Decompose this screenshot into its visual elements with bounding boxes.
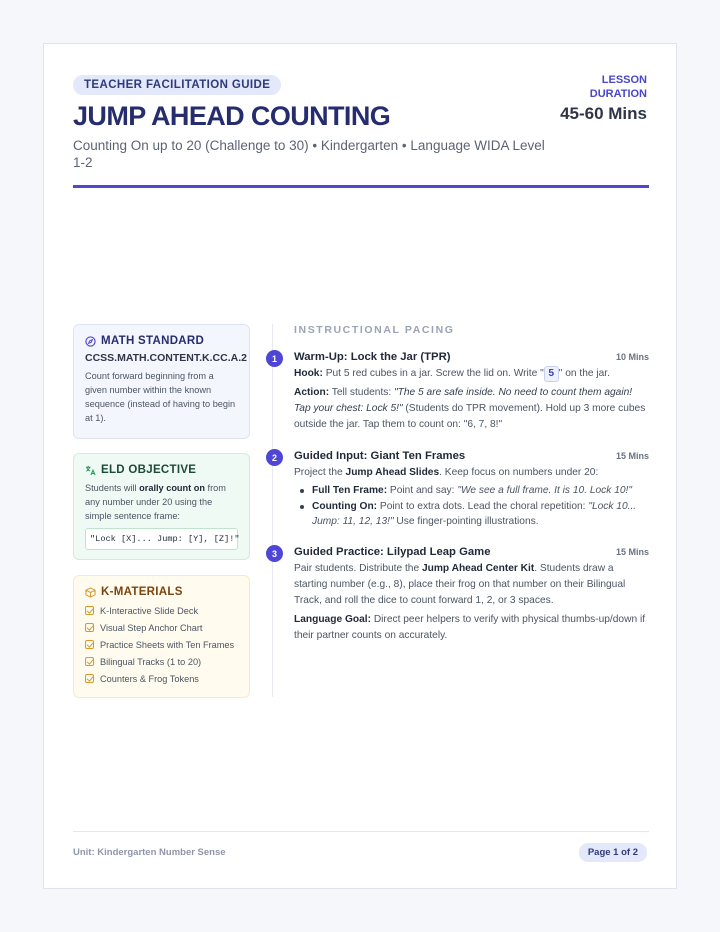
box-icon [85, 587, 96, 598]
action-text-after: (Students do TPR movement). Hold up 3 more cubes outside the jar. Tap them to count on: "6, 7, 8!" [294, 403, 646, 430]
step-number: 2 [266, 449, 283, 466]
step-intro [294, 465, 649, 481]
footer-unit: Unit: Kindergarten Number Sense [73, 847, 226, 858]
standard-code: CCSS.MATH.CONTENT.K.CC.A.2 [85, 352, 247, 364]
duration-value: 45-60 Mins [560, 104, 647, 123]
bullet-label: Counting On: [312, 501, 378, 512]
eld-objective-title: ELD OBJECTIVE [101, 464, 197, 476]
step-language-goal [294, 612, 649, 644]
checkbox-icon [85, 640, 94, 649]
guide-badge: TEACHER FACILITATION GUIDE [73, 75, 281, 95]
math-standard-title: MATH STANDARD [101, 335, 205, 347]
duration-label [567, 73, 647, 101]
intro-text-after: . Keep focus on numbers under 20: [439, 467, 599, 478]
step-header [294, 450, 649, 462]
eld-text-before: Students will [85, 483, 140, 493]
goal-label: Language Goal: [294, 614, 371, 625]
math-standard-card [73, 324, 250, 439]
intro-bold: Jump Ahead Slides [345, 467, 440, 478]
material-label: Counters & Frog Tokens [100, 673, 199, 684]
list-item [85, 636, 238, 653]
step-header [294, 351, 649, 363]
bullet-text-after: Use finger-pointing illustrations. [393, 516, 539, 527]
step-title: Guided Input: Giant Ten Frames [294, 450, 466, 462]
checkbox-icon [85, 674, 94, 683]
hook-text-after: " on the jar. [558, 368, 610, 379]
material-label: Visual Step Anchor Chart [100, 622, 203, 633]
pacing-step-2 [271, 450, 649, 529]
materials-title: K-MATERIALS [101, 586, 183, 598]
translate-icon [85, 465, 96, 476]
hook-text: Put 5 red cubes in a jar. Screw the lid on. Write " [322, 368, 544, 379]
page-title: JUMP AHEAD COUNTING [73, 101, 391, 131]
material-label: Practice Sheets with Ten Frames [100, 639, 235, 650]
bullet-label: Full Ten Frame: [312, 485, 388, 496]
duration-label-line-2: DURATION [589, 88, 647, 100]
duration-label-line-1: LESSON [601, 74, 647, 86]
pacing-heading: INSTRUCTIONAL PACING [294, 324, 455, 336]
timeline-line [272, 324, 273, 697]
step-duration: 15 Mins [615, 451, 649, 461]
list-item [85, 653, 238, 670]
step-action [294, 385, 649, 433]
step-duration: 15 Mins [615, 547, 649, 557]
action-text: Tell students: [329, 387, 395, 398]
step-hook [294, 366, 649, 382]
description-text: Pair students. Distribute the [294, 563, 422, 574]
pacing-step-1 [271, 351, 649, 433]
sentence-frame: "Lock [X]... Jump: [Y], [Z]!" [85, 528, 238, 550]
eld-objective-heading [85, 464, 238, 476]
list-item [85, 619, 238, 636]
step-duration: 10 Mins [615, 352, 649, 362]
compass-icon [85, 336, 96, 347]
guide-page [43, 43, 677, 889]
bullet-quote: "Lock 10... Jump: 11, 12, 13!" [312, 501, 637, 527]
eld-objective-card [73, 453, 250, 560]
header-divider [73, 185, 649, 188]
step-title: Guided Practice: Lilypad Leap Game [294, 546, 491, 558]
intro-text: Project the [294, 467, 346, 478]
math-standard-heading [85, 335, 238, 347]
eld-text-bold: orally count on [139, 483, 205, 493]
bullet-text: Point to extra dots. Lead the choral repetition: [377, 501, 589, 512]
step-description [294, 561, 649, 609]
step-title: Warm-Up: Lock the Jar (TPR) [294, 351, 451, 363]
checkbox-icon [85, 623, 94, 632]
goal-text: Direct peer helpers to verify with physical thumbs-up/down if their partner counts on accurately. [294, 614, 646, 641]
list-item [300, 483, 649, 498]
action-quote: "The 5 are safe inside. No need to count them again! Tap your chest: Lock 5!" [294, 387, 633, 414]
step-bullets [294, 483, 649, 529]
pacing-step-3 [271, 546, 649, 644]
material-label: Bilingual Tracks (1 to 20) [100, 656, 202, 667]
page-subtitle: Counting On up to 20 (Challenge to 30) • Kindergarten • Language WIDA Level 1-2 [73, 138, 545, 170]
checkbox-icon [85, 657, 94, 666]
page-indicator: Page 1 of 2 [579, 843, 647, 862]
step-number: 3 [266, 545, 283, 562]
standard-description: Count forward beginning from a given number within the known sequence (instead of having to begin at 1). [85, 371, 236, 423]
jar-number-box: 5 [544, 366, 559, 382]
eld-text-after: from any number under 20 using the simple sentence frame: [85, 483, 226, 521]
materials-list [85, 602, 238, 687]
hook-label: Hook: [294, 368, 323, 379]
footer-divider [73, 831, 649, 832]
list-item [85, 670, 238, 687]
materials-card [73, 575, 250, 698]
action-label: Action: [294, 387, 330, 398]
eld-description [85, 481, 238, 523]
checkbox-icon [85, 606, 94, 615]
step-number: 1 [266, 350, 283, 367]
material-label: K-Interactive Slide Deck [100, 605, 199, 616]
bullet-text: Point and say: [387, 485, 458, 496]
step-header [294, 546, 649, 558]
list-item [85, 602, 238, 619]
list-item [300, 499, 649, 529]
materials-heading [85, 586, 238, 598]
description-text-after: . Students draw a starting number (e.g., 8), place their frog on that number on their Bilingual Track, and roll the dice to count forward 1, 2, or 3 spaces. [294, 563, 626, 606]
description-bold: Jump Ahead Center Kit [421, 563, 535, 574]
bullet-quote: "We see a full frame. It is 10. Lock 10!" [457, 485, 632, 496]
